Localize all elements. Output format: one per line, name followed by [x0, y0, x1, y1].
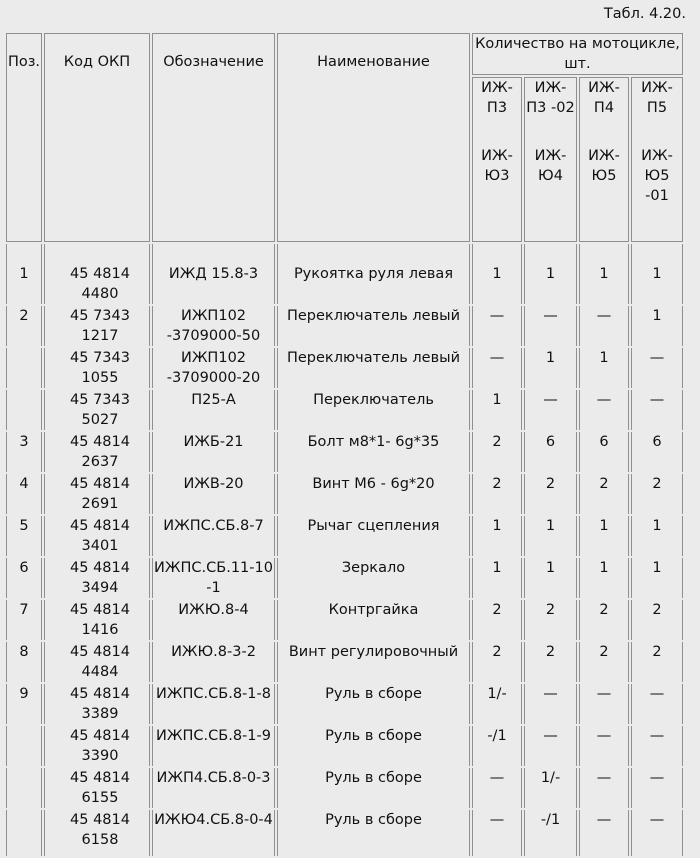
cell-qty-model-3: 1 [579, 348, 629, 388]
cell-qty-model-4: — [631, 726, 683, 766]
cell-designation: ИЖБ-21 [152, 432, 275, 472]
cell-qty-model-3: 6 [579, 432, 629, 472]
header-model-line2: ИЖ-Ю5 [588, 148, 620, 184]
cell-qty-model-4: — [631, 684, 683, 724]
cell-qty-model-1: 1/- [472, 684, 522, 724]
cell-qty-model-4: — [631, 768, 683, 808]
cell-qty-model-4: 1 [631, 306, 683, 346]
table-caption: Табл. 4.20. [603, 6, 686, 22]
cell-qty-model-3: 1 [579, 558, 629, 598]
cell-code: 45 4814 4480 [44, 244, 150, 304]
cell-qty-model-3: 1 [579, 244, 629, 304]
header-pos: Поз. [6, 33, 42, 242]
cell-qty-model-4: 1 [631, 516, 683, 556]
cell-qty-model-1: — [472, 810, 522, 856]
cell-name: Контргайка [277, 600, 470, 640]
cell-designation: ИЖП102 -3709000-50 [152, 306, 275, 346]
table-row [6, 726, 683, 766]
table-row [6, 600, 683, 640]
cell-designation: ИЖПС.СБ.11-10 -1 [152, 558, 275, 598]
cell-name: Рычаг сцепления [277, 516, 470, 556]
cell-code: 45 4814 3494 [44, 558, 150, 598]
cell-qty-model-3: 1 [579, 516, 629, 556]
cell-qty-model-4: 2 [631, 642, 683, 682]
cell-qty-model-1: 1 [472, 244, 522, 304]
cell-qty-model-2: 6 [524, 432, 577, 472]
cell-qty-model-2: — [524, 390, 577, 430]
header-model-line1: ИЖ-П4 [588, 80, 620, 116]
table-row [6, 348, 683, 388]
cell-qty-model-1: 1 [472, 390, 522, 430]
cell-pos: 2 [6, 306, 42, 346]
cell-qty-model-1: — [472, 768, 522, 808]
header-designation: Обозначение [152, 33, 275, 242]
header-model-line1: ИЖ-П3 [481, 80, 513, 116]
cell-name: Винт регулировочный [277, 642, 470, 682]
cell-qty-model-3: — [579, 684, 629, 724]
cell-name: Руль в сборе [277, 810, 470, 856]
cell-code: 45 7343 5027 [44, 390, 150, 430]
cell-designation: ИЖПС.СБ.8-1-9 [152, 726, 275, 766]
cell-name: Винт М6 - 6g*20 [277, 474, 470, 514]
cell-designation: ИЖЮ4.СБ.8-0-4 [152, 810, 275, 856]
cell-pos [6, 348, 42, 388]
cell-qty-model-1: 2 [472, 474, 522, 514]
cell-qty-model-3: 2 [579, 642, 629, 682]
cell-code: 45 7343 1055 [44, 348, 150, 388]
cell-name: Руль в сборе [277, 768, 470, 808]
cell-qty-model-2: 1 [524, 244, 577, 304]
cell-qty-model-1: — [472, 306, 522, 346]
header-model-3 [579, 77, 629, 242]
cell-qty-model-1: 2 [472, 642, 522, 682]
cell-code: 45 4814 6155 [44, 768, 150, 808]
cell-qty-model-2: 2 [524, 600, 577, 640]
header-model-4 [631, 77, 683, 242]
cell-designation: ИЖП102 -3709000-20 [152, 348, 275, 388]
cell-qty-model-2: 2 [524, 474, 577, 514]
cell-name: Переключатель левый [277, 306, 470, 346]
cell-designation: ИЖПС.СБ.8-7 [152, 516, 275, 556]
cell-name: Зеркало [277, 558, 470, 598]
cell-designation: ИЖЮ.8-3-2 [152, 642, 275, 682]
table-row [6, 810, 683, 856]
cell-designation: ИЖВ-20 [152, 474, 275, 514]
cell-qty-model-2: — [524, 684, 577, 724]
cell-pos: 4 [6, 474, 42, 514]
cell-name: Переключатель [277, 390, 470, 430]
cell-qty-model-3: — [579, 390, 629, 430]
header-model-line2: ИЖ-Ю4 [534, 148, 567, 184]
cell-qty-model-1: 2 [472, 432, 522, 472]
cell-code: 45 4814 1416 [44, 600, 150, 640]
cell-qty-model-2: — [524, 306, 577, 346]
cell-qty-model-4: 2 [631, 474, 683, 514]
cell-pos: 9 [6, 684, 42, 724]
cell-designation: ИЖПС.СБ.8-1-8 [152, 684, 275, 724]
cell-qty-model-2: 1/- [524, 768, 577, 808]
cell-qty-model-3: — [579, 306, 629, 346]
cell-code: 45 7343 1217 [44, 306, 150, 346]
cell-designation: ИЖД 15.8-3 [152, 244, 275, 304]
cell-qty-model-4: 1 [631, 244, 683, 304]
header-model-line1: ИЖ-П5 [641, 80, 673, 116]
cell-pos: 5 [6, 516, 42, 556]
header-qty-group: Количество на мотоцикле, шт. [472, 33, 683, 75]
cell-name: Руль в сборе [277, 684, 470, 724]
cell-qty-model-4: — [631, 348, 683, 388]
cell-name: Болт м8*1- 6g*35 [277, 432, 470, 472]
cell-code: 45 4814 3390 [44, 726, 150, 766]
cell-code: 45 4814 3389 [44, 684, 150, 724]
cell-designation: ИЖП4.СБ.8-0-3 [152, 768, 275, 808]
cell-name: Руль в сборе [277, 726, 470, 766]
cell-code: 45 4814 4484 [44, 642, 150, 682]
cell-code: 45 4814 2691 [44, 474, 150, 514]
cell-pos: 6 [6, 558, 42, 598]
cell-pos [6, 810, 42, 856]
cell-qty-model-2: 1 [524, 516, 577, 556]
table-row [6, 474, 683, 514]
table-row [6, 244, 683, 304]
table-row [6, 390, 683, 430]
cell-qty-model-4: 1 [631, 558, 683, 598]
cell-qty-model-4: 2 [631, 600, 683, 640]
table-row [6, 516, 683, 556]
cell-qty-model-2: -/1 [524, 810, 577, 856]
cell-pos: 3 [6, 432, 42, 472]
cell-designation: ИЖЮ.8-4 [152, 600, 275, 640]
table-row [6, 684, 683, 724]
cell-qty-model-2: 1 [524, 348, 577, 388]
header-model-line2: ИЖ-Ю5 -01 [641, 148, 673, 204]
cell-qty-model-1: 1 [472, 558, 522, 598]
table-row [6, 306, 683, 346]
cell-qty-model-4: — [631, 810, 683, 856]
cell-pos [6, 726, 42, 766]
cell-qty-model-1: 2 [472, 600, 522, 640]
header-code: Код ОКП [44, 33, 150, 242]
header-model-2 [524, 77, 577, 242]
cell-code: 45 4814 3401 [44, 516, 150, 556]
cell-qty-model-3: — [579, 768, 629, 808]
cell-code: 45 4814 2637 [44, 432, 150, 472]
table-row [6, 642, 683, 682]
cell-qty-model-2: 2 [524, 642, 577, 682]
cell-pos: 7 [6, 600, 42, 640]
cell-code: 45 4814 6158 [44, 810, 150, 856]
cell-qty-model-2: 1 [524, 558, 577, 598]
cell-name: Рукоятка руля левая [277, 244, 470, 304]
cell-pos: 8 [6, 642, 42, 682]
cell-qty-model-2: — [524, 726, 577, 766]
table-row [6, 558, 683, 598]
cell-qty-model-1: 1 [472, 516, 522, 556]
cell-qty-model-3: — [579, 810, 629, 856]
cell-pos: 1 [6, 244, 42, 304]
cell-pos [6, 768, 42, 808]
header-model-line1: ИЖ-П3 -02 [526, 80, 575, 116]
table-row [6, 432, 683, 472]
cell-name: Переключатель левый [277, 348, 470, 388]
cell-qty-model-1: — [472, 348, 522, 388]
parts-table [4, 31, 685, 858]
cell-qty-model-3: 2 [579, 600, 629, 640]
table-row [6, 768, 683, 808]
header-model-line2: ИЖ-Ю3 [481, 148, 513, 184]
cell-qty-model-3: — [579, 726, 629, 766]
cell-qty-model-3: 2 [579, 474, 629, 514]
cell-designation: П25-А [152, 390, 275, 430]
cell-pos [6, 390, 42, 430]
cell-qty-model-4: — [631, 390, 683, 430]
header-model-1 [472, 77, 522, 242]
header-name: Наименование [277, 33, 470, 242]
cell-qty-model-4: 6 [631, 432, 683, 472]
cell-qty-model-1: -/1 [472, 726, 522, 766]
